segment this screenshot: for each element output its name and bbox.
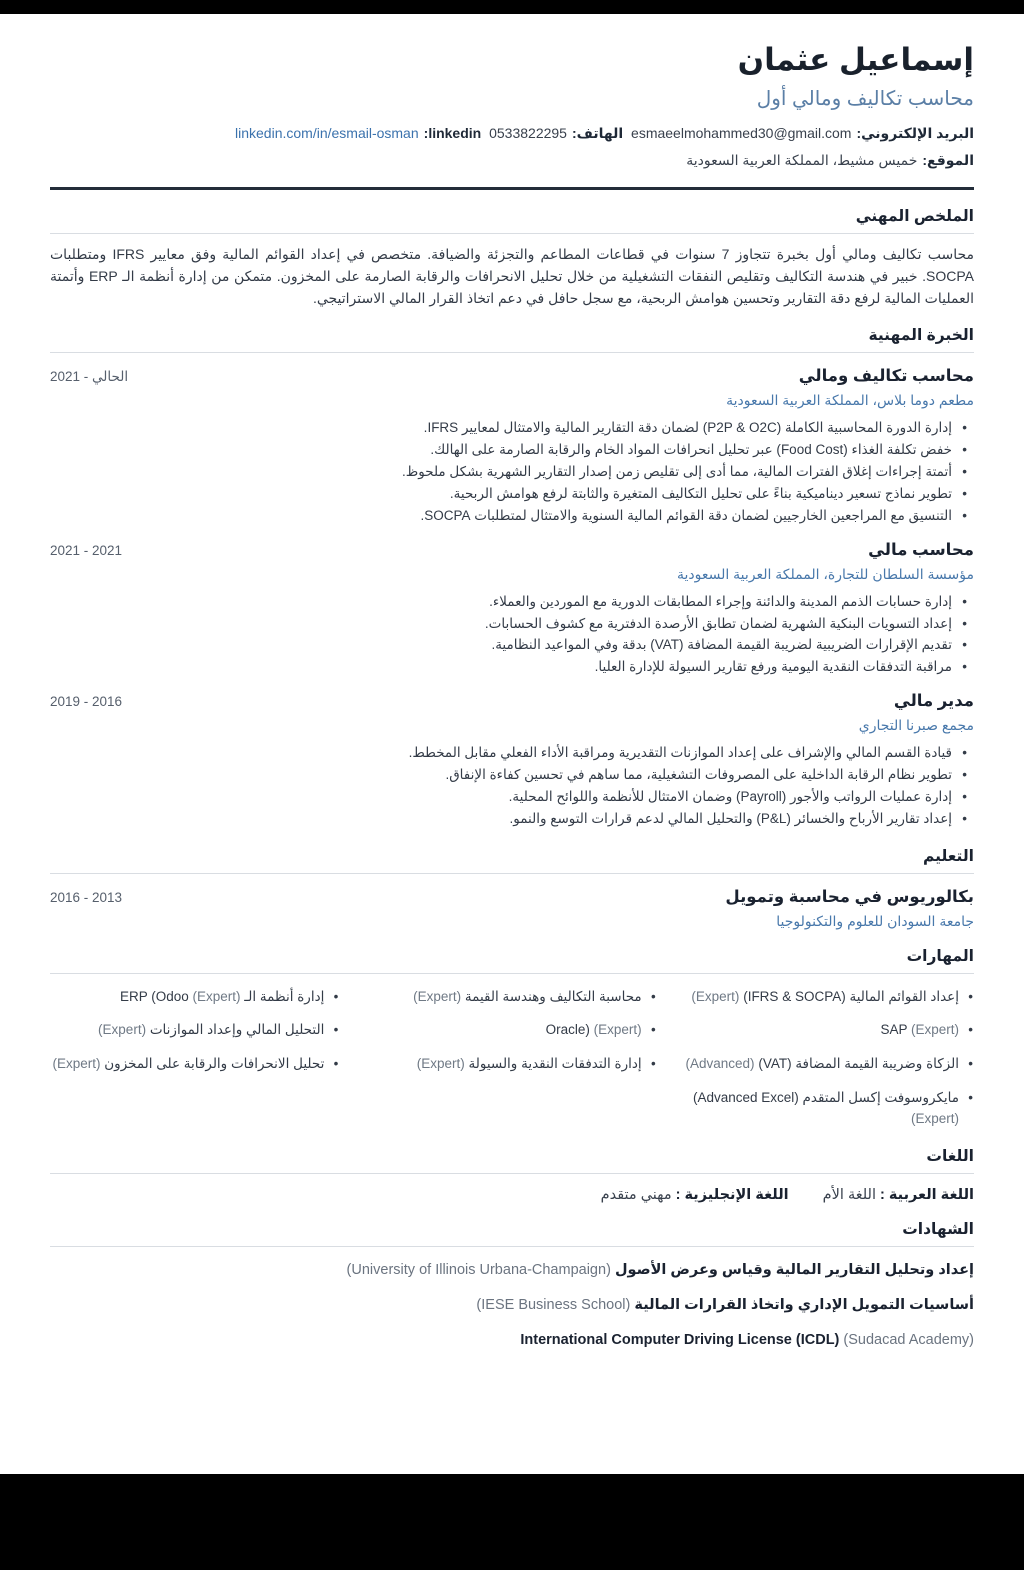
skill-item [367, 987, 656, 1008]
resume-header [50, 40, 974, 190]
skill-item [685, 1054, 974, 1075]
certificate-issuer: (IESE Business School) [476, 1296, 631, 1313]
contact-location [686, 150, 974, 171]
experience-heading: الخبرة المهنية [50, 326, 974, 353]
skill-item [367, 1020, 656, 1041]
languages-line [50, 1187, 974, 1203]
certificate-item [50, 1295, 974, 1317]
language-value: مهني متقدم [600, 1187, 672, 1204]
job-entry-1 [50, 366, 974, 526]
skill-name: محاسبة التكاليف وهندسة القيمة [464, 988, 642, 1004]
summary-text: محاسب تكاليف ومالي أول بخبرة تتجاوز 7 سنوات في قطاعات المطاعم والتجزئة والضيافة. متخصص في إعداد القوائم المالية وفق معايير IFRS ومتطلبات SOCPA. خبير في هندسة التكاليف وتقليص النفقات التشغيلية من خلال تحليل الانحرافات والرقابة الصارمة على المخزون. متمكن من إدارة أنظمة الـ ERP وأتمتة العمليات المالية لرفع دقة التقارير وتحسين هوامش الربحية، مع سجل حافل في دعم اتخاذ القرار المالي الاستراتيجي. [50, 246, 974, 306]
skill-name: تحليل الانحرافات والرقابة على المخزون [104, 1056, 325, 1072]
skill-level: (Expert) [691, 988, 740, 1004]
job-dates: 2019 - 2016 [50, 694, 123, 710]
job-company: مطعم دوما بلاس، المملكة العربية السعودية [726, 392, 974, 409]
skill-item [50, 1020, 339, 1041]
section-summary [50, 207, 974, 309]
summary-heading: الملخص المهني [50, 207, 974, 234]
job-title: محاسب مالي [868, 540, 974, 559]
section-experience [50, 326, 974, 829]
candidate-title: محاسب تكاليف ومالي أول [756, 88, 974, 111]
linkedin-link[interactable]: linkedin.com/in/esmail-osman [235, 125, 419, 142]
top-letterbox [0, 0, 1024, 14]
section-languages [50, 1147, 974, 1203]
skill-level: (Expert) [910, 1022, 959, 1038]
job-company: مؤسسة السلطان للتجارة، المملكة العربية السعودية [676, 565, 974, 582]
job-bullets [50, 742, 974, 829]
skill-level: (Expert) [910, 1111, 959, 1127]
skill-item [685, 987, 974, 1008]
section-certificates [50, 1220, 974, 1351]
certificate-title: International Computer Driving License (ICDL) [520, 1331, 840, 1348]
language-item-arabic [823, 1187, 974, 1203]
job-title: مدير مالي [893, 692, 974, 711]
job-bullets [50, 591, 974, 678]
section-skills [50, 947, 974, 1131]
job-bullet: • إعداد التسويات البنكية الشهرية لضمان تطابق الأرصدة الدفترية مع كشوف الحسابات. [50, 613, 974, 635]
skill-level: (Expert) [413, 988, 462, 1004]
certificate-title: أساسيات التمويل الإداري واتخاذ القرارات المالية [634, 1296, 974, 1313]
contact-phone [489, 123, 623, 144]
phone-label: الهاتف: [571, 125, 624, 142]
email-label: البريد الإلكتروني: [856, 125, 974, 142]
skill-level: (Expert) [593, 1022, 642, 1038]
certificate-item [50, 1330, 974, 1352]
skill-name: مايكروسوفت إكسل المتقدم (Advanced Excel) [692, 1090, 959, 1106]
job-title: محاسب تكاليف ومالي [798, 367, 974, 386]
job-bullets [50, 417, 974, 526]
certificate-item [50, 1260, 974, 1282]
education-entry [50, 887, 974, 930]
job-bullet: • إدارة عمليات الرواتب والأجور (Payroll) وضمان الامتثال للأنظمة واللوائح المحلية. [50, 786, 974, 808]
skill-level: (Advanced) [685, 1056, 755, 1072]
contact-email [631, 123, 974, 144]
skills-grid [50, 987, 974, 1131]
contact-linkedin [235, 123, 481, 144]
job-bullet: • أتمتة إجراءات إغلاق الفترات المالية، مما أدى إلى تقليص زمن إصدار التقارير الشهرية بشكل ملحوظ. [50, 461, 974, 483]
job-header [50, 540, 974, 560]
skill-name: SAP [880, 1022, 908, 1038]
skills-heading: المهارات [50, 947, 974, 974]
job-entry-2 [50, 540, 974, 678]
skill-item [367, 1054, 656, 1075]
skill-item [50, 987, 339, 1008]
education-header [50, 887, 974, 907]
language-label: اللغة العربية : [880, 1187, 974, 1204]
linkedin-label: linkedin: [423, 125, 482, 142]
skill-name: التحليل المالي وإعداد الموازنات [149, 1022, 325, 1038]
job-header [50, 691, 974, 711]
resume-page [0, 14, 1024, 1474]
contact-row-location [50, 150, 974, 171]
job-header [50, 366, 974, 386]
contact-row [50, 123, 974, 144]
job-bullet: • إدارة الدورة المحاسبية الكاملة (P2P & O2C) لضمان دقة التقارير المالية والامتثال لمعايير IFRS. [50, 417, 974, 439]
location-label: الموقع: [922, 152, 974, 169]
location-value: خميس مشيط، المملكة العربية السعودية [686, 152, 918, 169]
skill-level: (Expert) [192, 988, 241, 1004]
phone-value: 0533822295 [489, 125, 567, 142]
certificate-issuer: (University of Illinois Urbana-Champaign) [346, 1262, 611, 1279]
skill-item [50, 1054, 339, 1075]
job-company: مجمع صبرنا التجاري [858, 717, 974, 734]
skill-name: Oracle) [545, 1022, 590, 1038]
job-bullet: • إعداد تقارير الأرباح والخسائر (P&L) والتحليل المالي لدعم قرارات التوسع والنمو. [50, 808, 974, 830]
job-bullet: • التنسيق مع المراجعين الخارجيين لضمان دقة القوائم المالية السنوية والامتثال لمتطلبات SOCPA. [50, 505, 974, 527]
degree-title: بكالوريوس في محاسبة وتمويل [725, 887, 974, 906]
skill-item [685, 1020, 974, 1041]
certificate-issuer: (Sudacad Academy) [843, 1331, 974, 1348]
language-value: اللغة الأم [822, 1187, 876, 1204]
certificate-title: إعداد وتحليل التقارير المالية وقياس وعرض الأصول [614, 1262, 974, 1279]
skill-item [685, 1088, 974, 1130]
school-name: جامعة السودان للعلوم والتكنولوجيا [776, 912, 974, 929]
job-bullet: • خفض تكلفة الغذاء (Food Cost) عبر تحليل انحرافات المواد الخام والرقابة الصارمة على الهالك. [50, 439, 974, 461]
skill-level: (Expert) [416, 1056, 465, 1072]
candidate-name: إسماعيل عثمان [737, 42, 974, 77]
skill-name: إدارة أنظمة الـ ERP (Odoo [119, 988, 325, 1004]
language-label: اللغة الإنجليزية : [675, 1187, 789, 1204]
job-bullet: • مراقبة التدفقات النقدية اليومية ورفع تقارير السيولة للإدارة العليا. [50, 656, 974, 678]
education-heading: التعليم [50, 847, 974, 874]
skill-name: إدارة التدفقات النقدية والسيولة [468, 1056, 642, 1072]
skill-name: إعداد القوائم المالية (IFRS & SOCPA) [743, 988, 959, 1004]
bottom-letterbox [0, 1474, 1024, 1570]
section-education [50, 847, 974, 930]
job-bullet: • تطوير نماذج تسعير ديناميكية بناءً على تحليل التكاليف المتغيرة والثابتة لرفع هوامش الربحية. [50, 483, 974, 505]
job-dates: 2021 - الحالي [50, 369, 129, 385]
job-bullet: • تطوير نظام الرقابة الداخلية على المصروفات التشغيلية، مما ساهم في تحسين كفاءة الإنفاق. [50, 764, 974, 786]
job-entry-3 [50, 691, 974, 829]
skill-level: (Expert) [52, 1056, 101, 1072]
certificates-list [50, 1260, 974, 1351]
job-bullet: • قيادة القسم المالي والإشراف على إعداد الموازنات التقديرية ومراقبة الأداء الفعلي مقابل المخطط. [50, 742, 974, 764]
job-bullet: • إدارة حسابات الذمم المدينة والدائنة وإجراء المطابقات الدورية مع الموردين والعملاء. [50, 591, 974, 613]
email-value: esmaeelmohammed30@gmail.com [631, 125, 852, 142]
skill-name: الزكاة وضريبة القيمة المضافة (VAT) [758, 1056, 959, 1072]
skill-level: (Expert) [98, 1022, 147, 1038]
education-dates: 2016 - 2013 [50, 889, 123, 905]
certificates-heading: الشهادات [50, 1220, 974, 1247]
languages-heading: اللغات [50, 1147, 974, 1174]
job-dates: 2021 - 2021 [50, 542, 123, 558]
job-bullet: • تقديم الإقرارات الضريبية لضريبة القيمة المضافة (VAT) بدقة وفي المواعيد النظامية. [50, 634, 974, 656]
header-divider [50, 187, 974, 190]
language-item-english [601, 1187, 789, 1203]
